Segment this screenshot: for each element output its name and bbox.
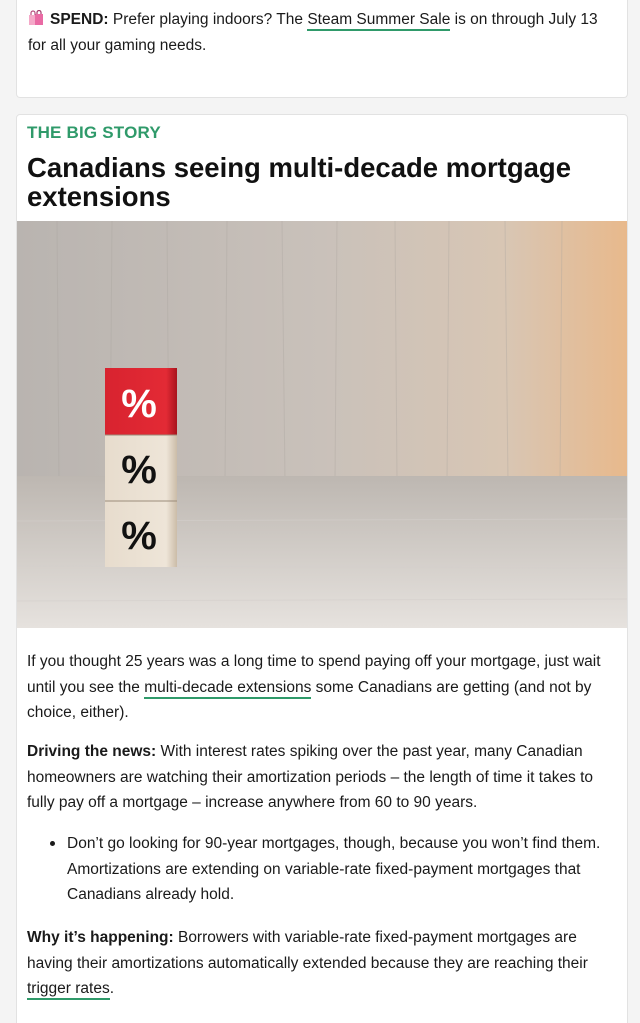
story-bullet-item: Don’t go looking for 90-year mortgages, though, because you won’t find them. Amortizations are extending on variable-rate fixed-payment mortgages that Canadians already hold. <box>67 835 601 903</box>
hero-image <box>17 221 627 628</box>
p1-before: If you thought 25 years was a long time to spend paying off your mortgage, just wait until you see the <box>27 653 601 696</box>
section-kicker: THE BIG STORY <box>27 123 161 142</box>
why-text: Borrowers with variable-rate fixed-payment mortgages are having their amortizations automatically extended because they are reaching their <box>27 929 588 972</box>
spend-text-after: is on through July 13 for all your gaming needs. <box>28 11 598 54</box>
spend-text-before: Prefer playing indoors? The <box>108 11 308 28</box>
spend-label: SPEND: <box>50 11 109 28</box>
why-after: . <box>109 980 115 997</box>
spend-blurb <box>28 7 618 59</box>
story-paragraph-driving-news <box>27 739 619 816</box>
why-label: Why it’s happening: <box>27 929 174 946</box>
shopping-bag-icon <box>28 9 44 25</box>
block-label-bottom: % <box>121 514 157 558</box>
block-label-middle: % <box>121 448 157 492</box>
trigger-rates-link[interactable]: trigger rates <box>27 980 110 1000</box>
story-paragraph-why <box>27 925 619 1002</box>
steam-summer-sale-link[interactable]: Steam Summer Sale <box>307 11 450 31</box>
bullet-dot <box>50 841 55 846</box>
multi-decade-extensions-link[interactable]: multi-decade extensions <box>144 679 311 699</box>
story-headline: Canadians seeing multi-decade mortgage extensions <box>27 152 572 212</box>
driving-news-text: With interest rates spiking over the past year, many Canadian homeowners are watching their amortization periods – the length of time it takes to fully pay off a mortgage – increase anywhere from 60 to 90 years. <box>27 743 594 811</box>
spend-card <box>16 0 628 98</box>
driving-news-label: Driving the news: <box>27 743 157 760</box>
big-story-card <box>16 114 628 1023</box>
story-paragraph-intro <box>27 649 619 726</box>
percent-blocks-illustration <box>17 221 627 628</box>
block-label-top: % <box>121 382 157 426</box>
p1-after: some Canadians are getting (and not by choice, either). <box>27 678 592 721</box>
